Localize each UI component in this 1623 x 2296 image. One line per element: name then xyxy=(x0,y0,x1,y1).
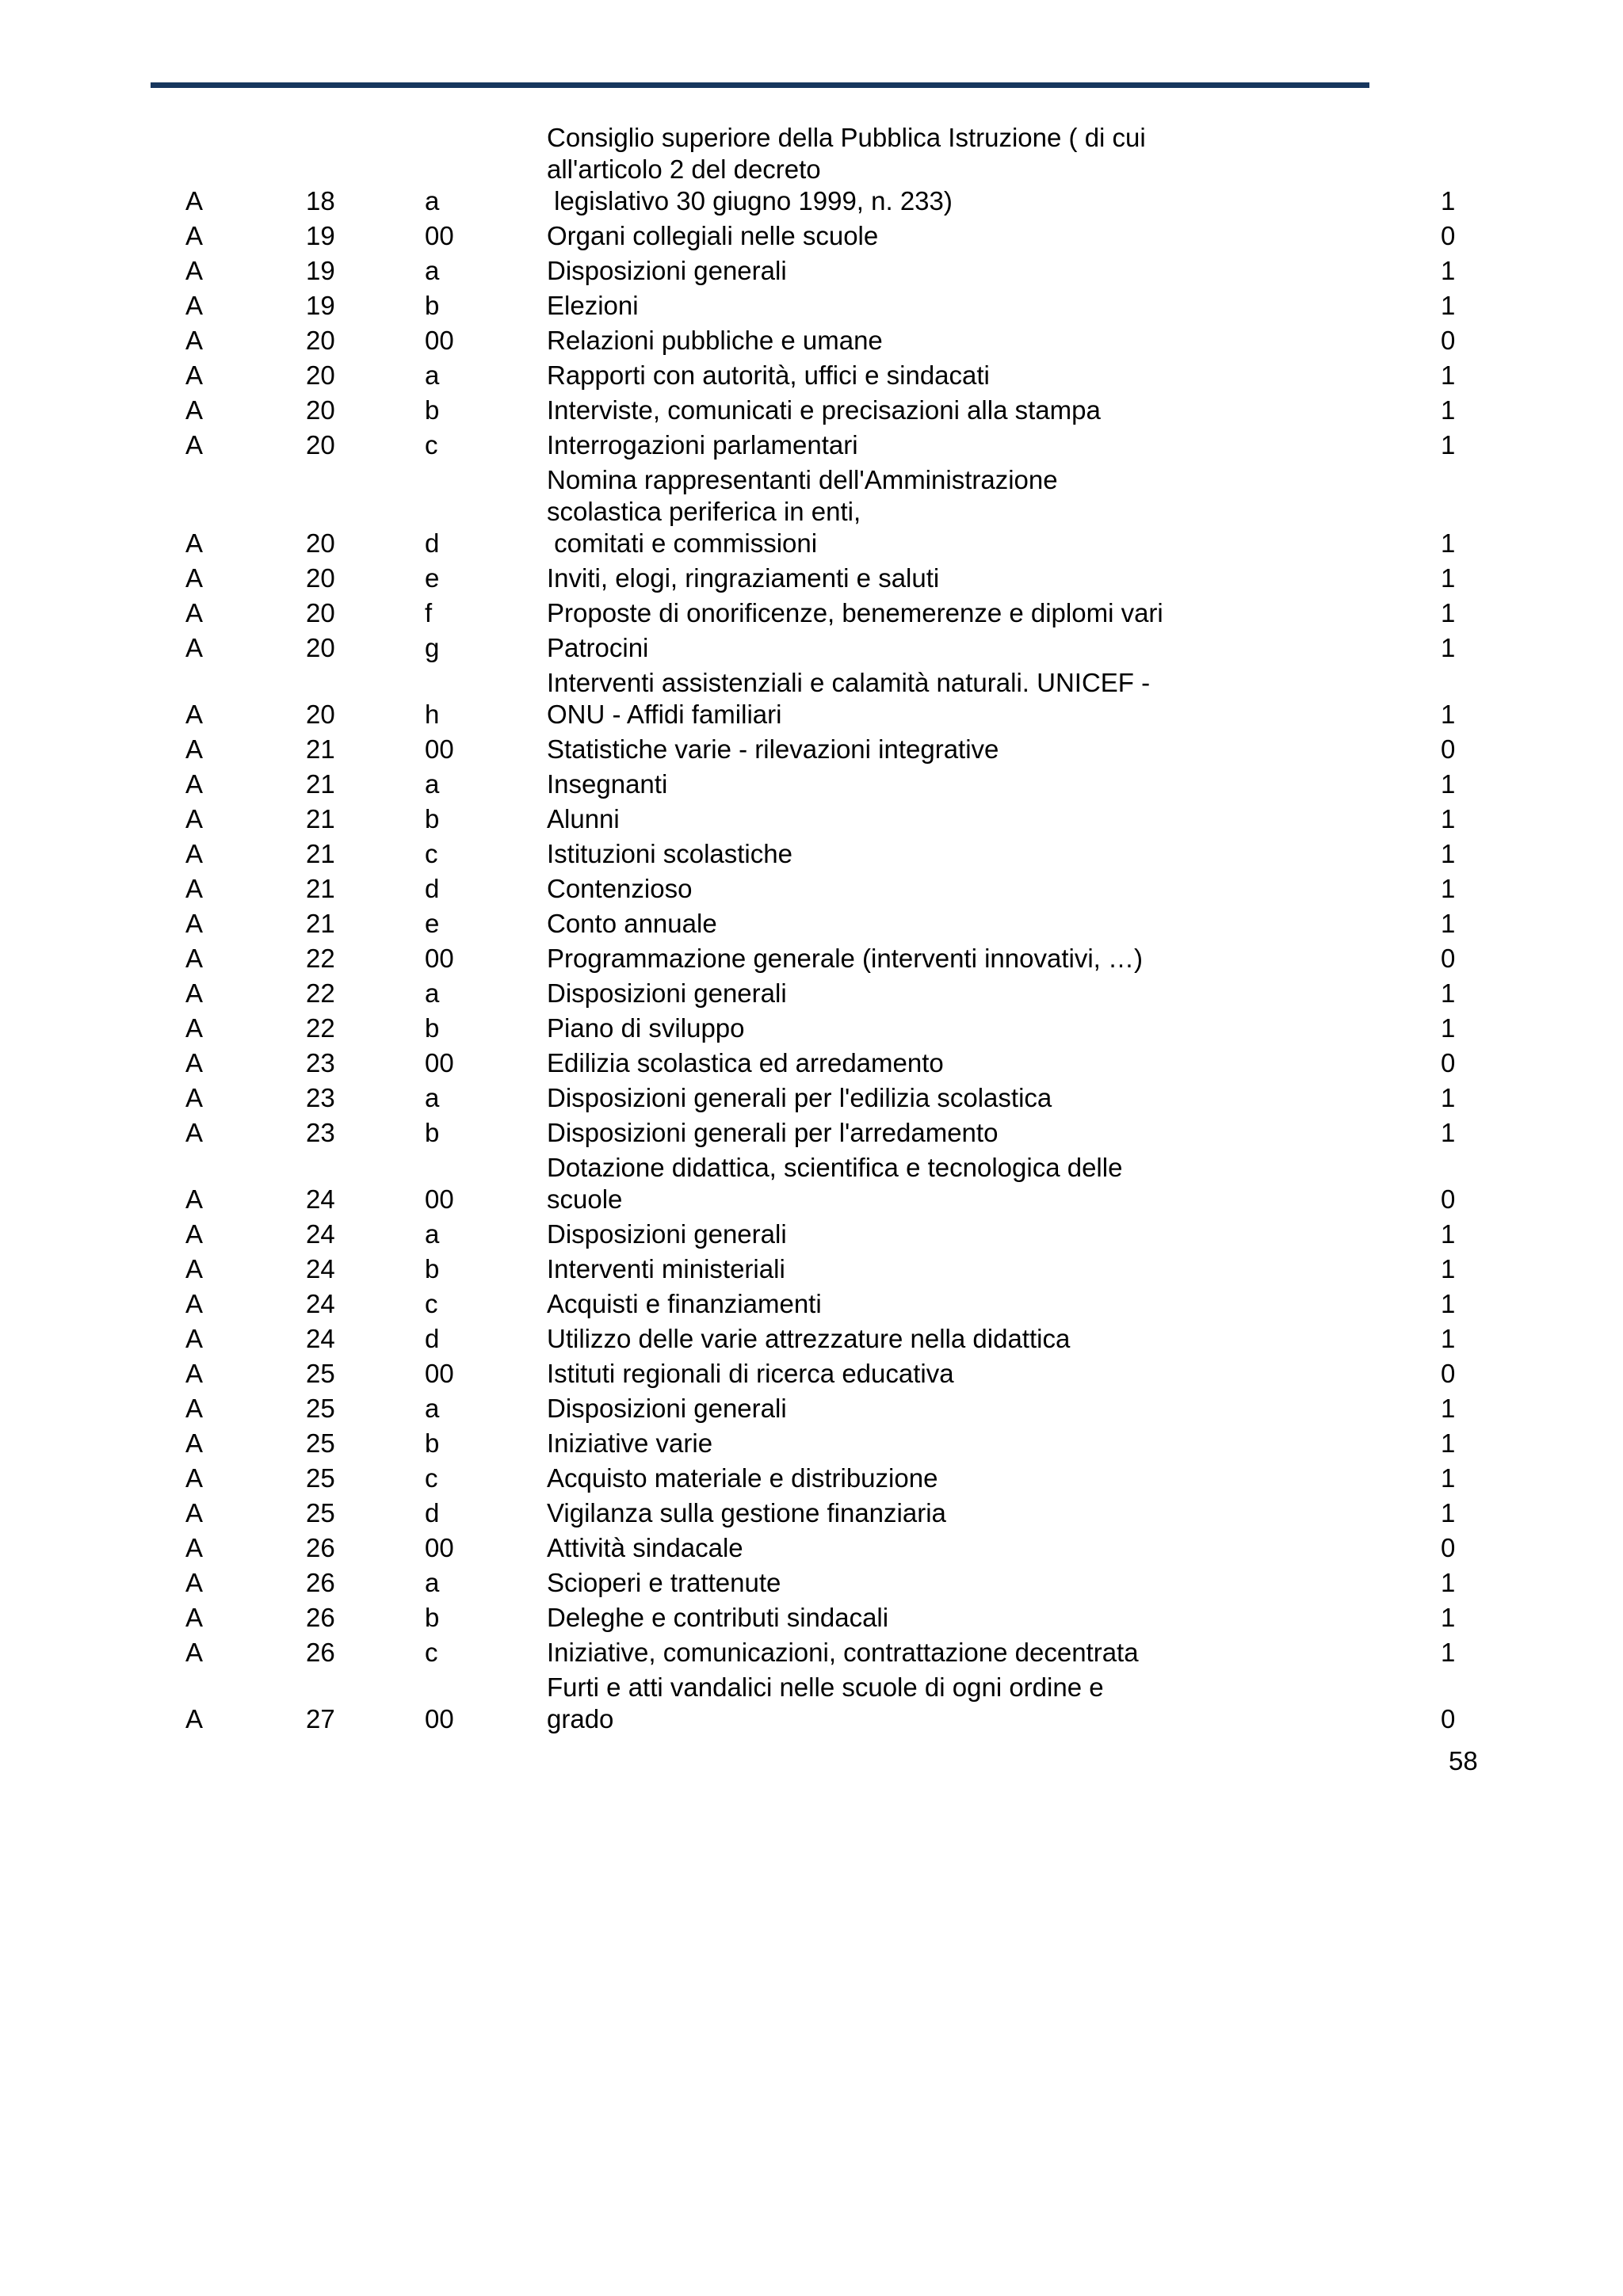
table-row xyxy=(0,290,1623,325)
class-cell: 25 xyxy=(306,1359,335,1388)
description-cell: Alunni xyxy=(547,804,620,833)
subclass-cell: b xyxy=(425,1603,440,1632)
description-cell: Deleghe e contributi sindacali xyxy=(547,1603,889,1632)
flag-cell: 1 xyxy=(1441,1118,1456,1147)
table-row xyxy=(0,1602,1623,1637)
subclass-cell: a xyxy=(425,1083,440,1112)
table-row xyxy=(0,1152,1623,1219)
table-row xyxy=(0,1428,1623,1463)
table-row xyxy=(0,1393,1623,1428)
table-row xyxy=(0,873,1623,908)
description-cell: Consiglio superiore della Pubblica Istruzione ( di cui all'articolo 2 del decreto legislativo 30 giugno 1999, n. 233) xyxy=(547,123,1146,215)
subclass-cell: d xyxy=(425,1498,440,1527)
subclass-cell: b xyxy=(425,1013,440,1043)
description-cell: Dotazione didattica, scientifica e tecnologica delle scuole xyxy=(547,1153,1123,1214)
flag-cell: 0 xyxy=(1441,734,1456,764)
series-cell: A xyxy=(185,1083,204,1112)
description-cell: Insegnanti xyxy=(547,769,668,799)
table-row xyxy=(0,1323,1623,1358)
description-cell: Programmazione generale (interventi innovativi, …) xyxy=(547,944,1144,973)
flag-cell: 1 xyxy=(1441,360,1456,390)
flag-cell: 1 xyxy=(1441,1498,1456,1527)
table-row xyxy=(0,1358,1623,1393)
subclass-cell: g xyxy=(425,633,440,662)
flag-cell: 1 xyxy=(1441,1568,1456,1597)
description-cell: Rapporti con autorità, uffici e sindacati xyxy=(547,360,990,390)
description-cell: Interventi ministeriali xyxy=(547,1254,785,1283)
series-cell: A xyxy=(185,909,204,938)
series-cell: A xyxy=(185,978,204,1008)
table-row xyxy=(0,1637,1623,1672)
class-cell: 21 xyxy=(306,909,335,938)
class-cell: 21 xyxy=(306,839,335,868)
subclass-cell: a xyxy=(425,1568,440,1597)
subclass-cell: a xyxy=(425,1219,440,1249)
series-cell: A xyxy=(185,1463,204,1493)
table-row xyxy=(0,597,1623,632)
description-cell: Disposizioni generali per l'edilizia scolastica xyxy=(547,1083,1052,1112)
description-cell: Disposizioni generali xyxy=(547,256,787,285)
class-cell: 26 xyxy=(306,1568,335,1597)
description-cell: Iniziative, comunicazioni, contrattazione decentrata xyxy=(547,1638,1139,1667)
flag-cell: 1 xyxy=(1441,1603,1456,1632)
description-cell: Statistiche varie - rilevazioni integrative xyxy=(547,734,999,764)
description-cell: Scioperi e trattenute xyxy=(547,1568,781,1597)
subclass-cell: c xyxy=(425,430,438,460)
series-cell: A xyxy=(185,1638,204,1667)
series-cell: A xyxy=(185,1359,204,1388)
class-cell: 18 xyxy=(306,186,335,215)
description-cell: Acquisti e finanziamenti xyxy=(547,1289,822,1318)
description-cell: Istituti regionali di ricerca educativa xyxy=(547,1359,954,1388)
subclass-cell: 00 xyxy=(425,221,454,250)
class-cell: 21 xyxy=(306,804,335,833)
series-cell: A xyxy=(185,804,204,833)
flag-cell: 1 xyxy=(1441,256,1456,285)
subclass-cell: b xyxy=(425,804,440,833)
series-cell: A xyxy=(185,1498,204,1527)
class-cell: 21 xyxy=(306,874,335,903)
flag-cell: 1 xyxy=(1441,978,1456,1008)
class-cell: 23 xyxy=(306,1083,335,1112)
subclass-cell: 00 xyxy=(425,326,454,355)
table-row xyxy=(0,220,1623,255)
class-cell: 20 xyxy=(306,700,335,729)
description-cell: Inviti, elogi, ringraziamenti e saluti xyxy=(547,563,940,593)
flag-cell: 1 xyxy=(1441,1219,1456,1249)
class-cell: 25 xyxy=(306,1498,335,1527)
description-cell: Utilizzo delle varie attrezzature nella didattica xyxy=(547,1324,1071,1353)
series-cell: A xyxy=(185,769,204,799)
table-row xyxy=(0,734,1623,769)
class-cell: 25 xyxy=(306,1463,335,1493)
description-cell: Disposizioni generali xyxy=(547,1394,787,1423)
description-cell: Organi collegiali nelle scuole xyxy=(547,221,879,250)
page-number: 58 xyxy=(1449,1746,1478,1775)
subclass-cell: 00 xyxy=(425,944,454,973)
class-cell: 23 xyxy=(306,1048,335,1077)
class-cell: 24 xyxy=(306,1324,335,1353)
class-cell: 22 xyxy=(306,978,335,1008)
class-cell: 24 xyxy=(306,1289,335,1318)
table-row xyxy=(0,943,1623,978)
subclass-cell: a xyxy=(425,978,440,1008)
class-cell: 25 xyxy=(306,1394,335,1423)
table-row xyxy=(0,1013,1623,1047)
flag-cell: 1 xyxy=(1441,1083,1456,1112)
class-cell: 25 xyxy=(306,1428,335,1458)
header-rule xyxy=(151,82,1369,88)
flag-cell: 1 xyxy=(1441,291,1456,320)
description-cell: Furti e atti vandalici nelle scuole di ogni ordine e grado xyxy=(547,1672,1104,1733)
subclass-cell: h xyxy=(425,700,440,729)
subclass-cell: d xyxy=(425,874,440,903)
flag-cell: 1 xyxy=(1441,769,1456,799)
series-cell: A xyxy=(185,944,204,973)
description-cell: Vigilanza sulla gestione finanziaria xyxy=(547,1498,946,1527)
class-cell: 27 xyxy=(306,1704,335,1733)
class-cell: 20 xyxy=(306,528,335,558)
table-row xyxy=(0,1117,1623,1152)
subclass-cell: b xyxy=(425,1118,440,1147)
classification-table xyxy=(0,122,1623,1738)
series-cell: A xyxy=(185,700,204,729)
series-cell: A xyxy=(185,1568,204,1597)
subclass-cell: b xyxy=(425,1254,440,1283)
flag-cell: 1 xyxy=(1441,395,1456,425)
class-cell: 21 xyxy=(306,769,335,799)
flag-cell: 0 xyxy=(1441,1359,1456,1388)
flag-cell: 1 xyxy=(1441,598,1456,627)
subclass-cell: e xyxy=(425,563,440,593)
description-cell: Disposizioni generali xyxy=(547,978,787,1008)
flag-cell: 0 xyxy=(1441,1184,1456,1214)
description-cell: Interventi assistenziali e calamità naturali. UNICEF - ONU - Affidi familiari xyxy=(547,668,1151,729)
class-cell: 23 xyxy=(306,1118,335,1147)
series-cell: A xyxy=(185,633,204,662)
subclass-cell: c xyxy=(425,1638,438,1667)
table-row xyxy=(0,838,1623,873)
table-row xyxy=(0,429,1623,464)
flag-cell: 0 xyxy=(1441,1704,1456,1733)
subclass-cell: b xyxy=(425,395,440,425)
table-row xyxy=(0,563,1623,597)
description-cell: Nomina rappresentanti dell'Amministrazione scolastica periferica in enti, comitati e commissioni xyxy=(547,465,1058,558)
flag-cell: 0 xyxy=(1441,1048,1456,1077)
series-cell: A xyxy=(185,256,204,285)
flag-cell: 1 xyxy=(1441,804,1456,833)
class-cell: 26 xyxy=(306,1533,335,1562)
series-cell: A xyxy=(185,1289,204,1318)
subclass-cell: d xyxy=(425,1324,440,1353)
subclass-cell: c xyxy=(425,1289,438,1318)
table-row xyxy=(0,1672,1623,1738)
flag-cell: 1 xyxy=(1441,839,1456,868)
class-cell: 20 xyxy=(306,633,335,662)
flag-cell: 1 xyxy=(1441,528,1456,558)
flag-cell: 1 xyxy=(1441,1463,1456,1493)
flag-cell: 1 xyxy=(1441,1394,1456,1423)
subclass-cell: a xyxy=(425,1394,440,1423)
series-cell: A xyxy=(185,360,204,390)
class-cell: 21 xyxy=(306,734,335,764)
subclass-cell: 00 xyxy=(425,1359,454,1388)
table-row xyxy=(0,667,1623,734)
table-row xyxy=(0,122,1623,220)
table-row xyxy=(0,255,1623,290)
series-cell: A xyxy=(185,1324,204,1353)
description-cell: Attività sindacale xyxy=(547,1533,743,1562)
table-row xyxy=(0,803,1623,838)
class-cell: 20 xyxy=(306,395,335,425)
series-cell: A xyxy=(185,1048,204,1077)
description-cell: Contenzioso xyxy=(547,874,693,903)
subclass-cell: 00 xyxy=(425,734,454,764)
series-cell: A xyxy=(185,1184,204,1214)
flag-cell: 1 xyxy=(1441,186,1456,215)
description-cell: Conto annuale xyxy=(547,909,717,938)
description-cell: Disposizioni generali xyxy=(547,1219,787,1249)
flag-cell: 0 xyxy=(1441,1533,1456,1562)
flag-cell: 0 xyxy=(1441,944,1456,973)
description-cell: Piano di sviluppo xyxy=(547,1013,745,1043)
class-cell: 19 xyxy=(306,256,335,285)
subclass-cell: b xyxy=(425,1428,440,1458)
flag-cell: 0 xyxy=(1441,221,1456,250)
series-cell: A xyxy=(185,1219,204,1249)
class-cell: 20 xyxy=(306,598,335,627)
class-cell: 20 xyxy=(306,430,335,460)
class-cell: 20 xyxy=(306,360,335,390)
class-cell: 26 xyxy=(306,1603,335,1632)
class-cell: 22 xyxy=(306,1013,335,1043)
subclass-cell: f xyxy=(425,598,433,627)
description-cell: Relazioni pubbliche e umane xyxy=(547,326,883,355)
table-row xyxy=(0,769,1623,803)
class-cell: 24 xyxy=(306,1184,335,1214)
subclass-cell: b xyxy=(425,291,440,320)
class-cell: 22 xyxy=(306,944,335,973)
description-cell: Edilizia scolastica ed arredamento xyxy=(547,1048,944,1077)
class-cell: 19 xyxy=(306,291,335,320)
series-cell: A xyxy=(185,430,204,460)
flag-cell: 0 xyxy=(1441,326,1456,355)
series-cell: A xyxy=(185,395,204,425)
series-cell: A xyxy=(185,1603,204,1632)
flag-cell: 1 xyxy=(1441,633,1456,662)
series-cell: A xyxy=(185,1118,204,1147)
table-row xyxy=(0,1047,1623,1082)
flag-cell: 1 xyxy=(1441,1013,1456,1043)
subclass-cell: 00 xyxy=(425,1533,454,1562)
class-cell: 24 xyxy=(306,1219,335,1249)
series-cell: A xyxy=(185,186,204,215)
table-row xyxy=(0,1567,1623,1602)
subclass-cell: a xyxy=(425,769,440,799)
subclass-cell: a xyxy=(425,256,440,285)
series-cell: A xyxy=(185,528,204,558)
table-row xyxy=(0,1532,1623,1567)
subclass-cell: e xyxy=(425,909,440,938)
flag-cell: 1 xyxy=(1441,430,1456,460)
table-row xyxy=(0,395,1623,429)
class-cell: 19 xyxy=(306,221,335,250)
description-cell: Interviste, comunicati e precisazioni alla stampa xyxy=(547,395,1101,425)
table-row xyxy=(0,360,1623,395)
series-cell: A xyxy=(185,1394,204,1423)
subclass-cell: c xyxy=(425,1463,438,1493)
subclass-cell: 00 xyxy=(425,1048,454,1077)
series-cell: A xyxy=(185,874,204,903)
description-cell: Iniziative varie xyxy=(547,1428,713,1458)
series-cell: A xyxy=(185,1533,204,1562)
table-row xyxy=(0,632,1623,667)
subclass-cell: a xyxy=(425,186,440,215)
table-row xyxy=(0,908,1623,943)
subclass-cell: 00 xyxy=(425,1184,454,1214)
class-cell: 20 xyxy=(306,563,335,593)
class-cell: 24 xyxy=(306,1254,335,1283)
flag-cell: 1 xyxy=(1441,874,1456,903)
series-cell: A xyxy=(185,1254,204,1283)
class-cell: 26 xyxy=(306,1638,335,1667)
series-cell: A xyxy=(185,1704,204,1733)
subclass-cell: 00 xyxy=(425,1704,454,1733)
description-cell: Disposizioni generali per l'arredamento xyxy=(547,1118,999,1147)
table-row xyxy=(0,1253,1623,1288)
class-cell: 20 xyxy=(306,326,335,355)
flag-cell: 1 xyxy=(1441,563,1456,593)
flag-cell: 1 xyxy=(1441,700,1456,729)
flag-cell: 1 xyxy=(1441,1289,1456,1318)
subclass-cell: c xyxy=(425,839,438,868)
subclass-cell: d xyxy=(425,528,440,558)
series-cell: A xyxy=(185,291,204,320)
description-cell: Elezioni xyxy=(547,291,639,320)
series-cell: A xyxy=(185,598,204,627)
description-cell: Proposte di onorificenze, benemerenze e diplomi vari xyxy=(547,598,1163,627)
table-row xyxy=(0,1497,1623,1532)
description-cell: Interrogazioni parlamentari xyxy=(547,430,858,460)
series-cell: A xyxy=(185,1013,204,1043)
series-cell: A xyxy=(185,734,204,764)
series-cell: A xyxy=(185,326,204,355)
subclass-cell: a xyxy=(425,360,440,390)
table-row xyxy=(0,464,1623,563)
flag-cell: 1 xyxy=(1441,1428,1456,1458)
description-cell: Acquisto materiale e distribuzione xyxy=(547,1463,938,1493)
series-cell: A xyxy=(185,563,204,593)
flag-cell: 1 xyxy=(1441,1254,1456,1283)
table-row xyxy=(0,1463,1623,1497)
table-row xyxy=(0,978,1623,1013)
table-row xyxy=(0,325,1623,360)
series-cell: A xyxy=(185,221,204,250)
flag-cell: 1 xyxy=(1441,909,1456,938)
table-row xyxy=(0,1288,1623,1323)
description-cell: Patrocini xyxy=(547,633,649,662)
flag-cell: 1 xyxy=(1441,1638,1456,1667)
table-row xyxy=(0,1219,1623,1253)
flag-cell: 1 xyxy=(1441,1324,1456,1353)
description-cell: Istituzioni scolastiche xyxy=(547,839,792,868)
series-cell: A xyxy=(185,839,204,868)
table-row xyxy=(0,1082,1623,1117)
series-cell: A xyxy=(185,1428,204,1458)
